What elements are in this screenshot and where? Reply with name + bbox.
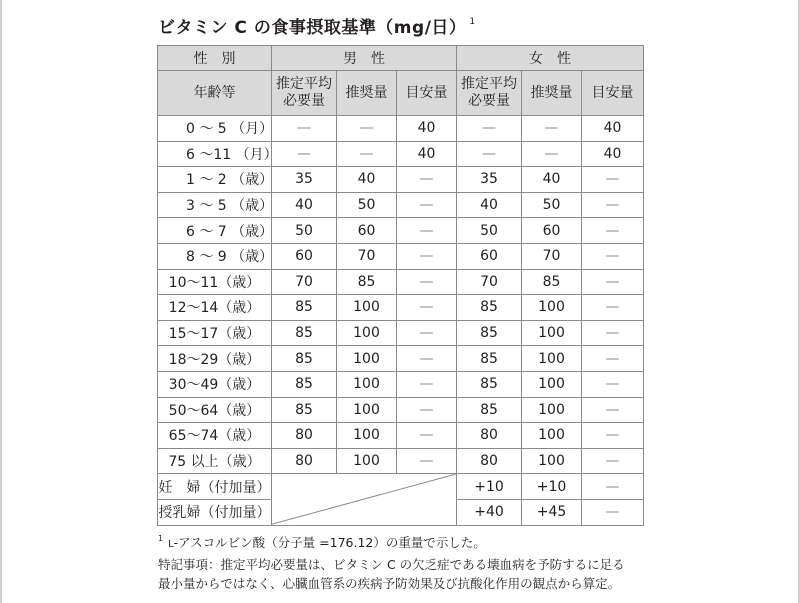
table-row <box>158 448 644 474</box>
age-cell: 8 ～ 9 （歳） <box>158 243 272 269</box>
table-row <box>158 371 644 397</box>
table-row <box>158 346 644 372</box>
male-header: 男 性 <box>272 46 457 71</box>
male-value-cell: — <box>337 116 397 142</box>
male-value-cell: — <box>272 141 337 167</box>
female-value-cell: — <box>582 167 644 193</box>
female-value-cell: 50 <box>522 192 582 218</box>
female-value-cell: — <box>582 269 644 295</box>
male-value-cell: 100 <box>337 320 397 346</box>
table-row <box>158 167 644 193</box>
male-value-cell: — <box>397 320 457 346</box>
male-value-cell: 80 <box>272 448 337 474</box>
male-value-cell: 100 <box>337 371 397 397</box>
male-value-cell: 85 <box>272 371 337 397</box>
female-value-cell: — <box>582 192 644 218</box>
male-value-cell: — <box>397 269 457 295</box>
age-cell: 3 ～ 5 （歳） <box>158 192 272 218</box>
title-footnote-mark: 1 <box>469 17 476 27</box>
male-value-cell: — <box>397 167 457 193</box>
female-value-cell: 60 <box>522 218 582 244</box>
age-cell: 0 ～ 5 （月） <box>158 116 272 142</box>
female-col-header: 目安量 <box>582 71 644 116</box>
male-value-cell: — <box>397 346 457 372</box>
age-cell: 65～74（歳） <box>158 423 272 449</box>
female-col-header: 推奨量 <box>522 71 582 116</box>
age-cell: 15～17（歳） <box>158 320 272 346</box>
male-value-cell: 85 <box>337 269 397 295</box>
female-value-cell: — <box>582 243 644 269</box>
diagonal-line <box>272 474 456 524</box>
male-value-cell: 100 <box>337 295 397 321</box>
extra-row-label: 授乳婦（付加量） <box>158 499 272 525</box>
female-col-header: 推定平均 必要量 <box>457 71 522 116</box>
page-title: ビタミン C の食事摂取基準（mg/日） $^1$ <box>158 17 476 38</box>
male-value-cell: 100 <box>337 346 397 372</box>
table-row <box>158 192 644 218</box>
table-row <box>158 269 644 295</box>
male-value-cell: 100 <box>337 397 397 423</box>
female-value-cell: 100 <box>522 371 582 397</box>
male-value-cell: — <box>337 141 397 167</box>
female-value-cell: — <box>582 295 644 321</box>
female-value-cell: — <box>582 218 644 244</box>
age-cell: 6 ～11 （月） <box>158 141 272 167</box>
male-value-cell: 60 <box>337 218 397 244</box>
female-value-cell: 100 <box>522 346 582 372</box>
female-value-cell: 40 <box>582 116 644 142</box>
age-cell: 1 ～ 2 （歳） <box>158 167 272 193</box>
female-value-cell: — <box>457 116 522 142</box>
table-row <box>158 243 644 269</box>
table-row <box>158 320 644 346</box>
male-value-cell: 85 <box>272 320 337 346</box>
male-value-cell: 40 <box>337 167 397 193</box>
female-value-cell: 70 <box>457 269 522 295</box>
male-value-cell: 60 <box>272 243 337 269</box>
male-value-cell: 50 <box>337 192 397 218</box>
male-value-cell: 70 <box>272 269 337 295</box>
female-value-cell: — <box>522 141 582 167</box>
female-value-cell: 100 <box>522 295 582 321</box>
female-value-cell: 100 <box>522 397 582 423</box>
age-cell: 75 以上（歳） <box>158 448 272 474</box>
table-row <box>158 141 644 167</box>
left-border <box>0 0 2 603</box>
female-header: 女 性 <box>457 46 644 71</box>
female-value-cell: 100 <box>522 423 582 449</box>
female-value-cell: 40 <box>582 141 644 167</box>
male-value-cell: 35 <box>272 167 337 193</box>
female-value-cell: 85 <box>522 269 582 295</box>
male-value-cell: 85 <box>272 295 337 321</box>
table-row <box>158 295 644 321</box>
female-value-cell: 35 <box>457 167 522 193</box>
female-value-cell: 40 <box>522 167 582 193</box>
female-value-cell: — <box>582 423 644 449</box>
table-row <box>158 116 644 142</box>
male-value-cell: 40 <box>272 192 337 218</box>
male-value-cell: — <box>397 448 457 474</box>
female-value-cell: +40 <box>457 499 522 525</box>
female-value-cell: — <box>457 141 522 167</box>
female-value-cell: 40 <box>457 192 522 218</box>
female-value-cell: 80 <box>457 423 522 449</box>
male-value-cell: 40 <box>397 116 457 142</box>
age-cell: 12～14（歳） <box>158 295 272 321</box>
age-cell: 50～64（歳） <box>158 397 272 423</box>
male-value-cell: — <box>397 397 457 423</box>
extra-row-label: 妊 婦（付加量） <box>158 474 272 500</box>
male-value-cell: — <box>397 192 457 218</box>
vitamin-c-intake-table <box>157 45 644 526</box>
male-value-cell: — <box>397 371 457 397</box>
note-line: 特記事項：推定平均必要量は、ビタミン C の欠乏症である壊血病を予防するに足る <box>158 556 625 572</box>
female-value-cell: 85 <box>457 320 522 346</box>
male-value-cell: 80 <box>272 423 337 449</box>
age-cell: 30～49（歳） <box>158 371 272 397</box>
female-value-cell: — <box>582 346 644 372</box>
female-value-cell: 85 <box>457 346 522 372</box>
female-value-cell: — <box>582 474 644 500</box>
age-cell: 18～29（歳） <box>158 346 272 372</box>
female-value-cell: — <box>582 397 644 423</box>
footnote-1: $^1$L-アスコルビン酸（分子量 =176.12）の重量で示した。 <box>158 534 486 550</box>
female-value-cell: — <box>582 499 644 525</box>
male-value-cell: — <box>397 218 457 244</box>
male-col-header: 目安量 <box>397 71 457 116</box>
female-value-cell: 100 <box>522 448 582 474</box>
female-value-cell: — <box>522 116 582 142</box>
male-col-header: 推定平均 必要量 <box>272 71 337 116</box>
female-value-cell: 80 <box>457 448 522 474</box>
female-value-cell: 100 <box>522 320 582 346</box>
age-header: 年齢等 <box>158 71 272 116</box>
male-value-cell: 85 <box>272 346 337 372</box>
female-value-cell: 85 <box>457 371 522 397</box>
table-row <box>158 423 644 449</box>
male-not-applicable-cell <box>272 474 457 525</box>
female-value-cell: +10 <box>522 474 582 500</box>
female-value-cell: +45 <box>522 499 582 525</box>
table-row <box>158 474 644 500</box>
female-value-cell: +10 <box>457 474 522 500</box>
footnotes <box>158 529 625 594</box>
female-value-cell: 60 <box>457 243 522 269</box>
male-value-cell: 85 <box>272 397 337 423</box>
sex-header: 性 別 <box>158 46 272 71</box>
female-value-cell: 50 <box>457 218 522 244</box>
male-value-cell: 100 <box>337 423 397 449</box>
male-value-cell: — <box>397 295 457 321</box>
male-value-cell: 70 <box>337 243 397 269</box>
age-cell: 6 ～ 7 （歳） <box>158 218 272 244</box>
male-value-cell: 40 <box>397 141 457 167</box>
male-value-cell: — <box>397 243 457 269</box>
table-row <box>158 397 644 423</box>
female-value-cell: — <box>582 448 644 474</box>
male-col-header: 推奨量 <box>337 71 397 116</box>
male-value-cell: 100 <box>337 448 397 474</box>
table-row <box>158 218 644 244</box>
note-line: 最小量からではなく、心臓血管系の疾病予防効果及び抗酸化作用の観点から算定。 <box>158 576 621 591</box>
female-value-cell: — <box>582 371 644 397</box>
female-value-cell: 70 <box>522 243 582 269</box>
male-value-cell: 50 <box>272 218 337 244</box>
male-value-cell: — <box>397 423 457 449</box>
female-value-cell: — <box>582 320 644 346</box>
female-value-cell: 85 <box>457 397 522 423</box>
female-value-cell: 85 <box>457 295 522 321</box>
age-cell: 10～11（歳） <box>158 269 272 295</box>
male-value-cell: — <box>272 116 337 142</box>
